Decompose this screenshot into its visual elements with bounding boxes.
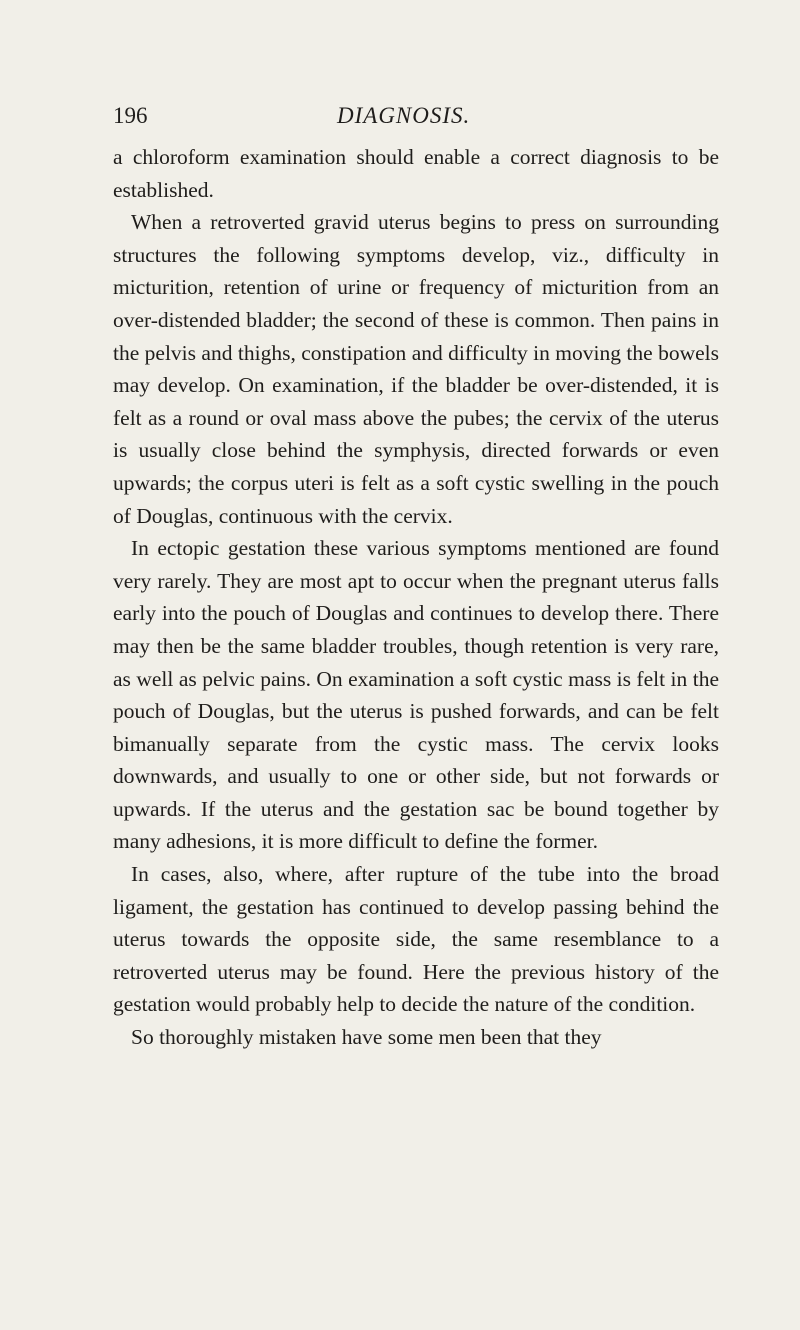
page-number: 196 bbox=[113, 103, 148, 128]
paragraph-ectopic-gestation: In ectopic gestation these various symptoms mentioned are found very rarely. They are most apt to occur when the pregnant uterus falls early into the pouch of Douglas and continues to develop there. There may then be the same bladder troubles, though retention is very rare, as well as pelvic pains. On examination a soft cystic mass is felt in the pouch of Douglas, but the uterus is pushed forwards, and can be felt bimanually separate from the cystic mass. The cervix looks downwards, and usually to one or other side, but not forwards or upwards. If the uterus and the gestation sac be bound together by many adhesions, it is more difficult to define the former. bbox=[113, 536, 719, 854]
running-head bbox=[113, 99, 719, 133]
paragraph-continuation: a chloroform examination should enable a correct diagnosis to be established. bbox=[113, 145, 719, 202]
paragraph-retroverted-uterus: When a retroverted gravid uterus begins to press on surrounding structures the following symptoms develop, viz., difficulty in micturition, retention of urine or frequency of micturition from an over-distended bladder; the second of these is common. Then pains in the pelvis and thighs, constipation and difficulty in moving the bowels may develop. On examination, if the bladder be over-distended, it is felt as a round or oval mass above the pubes; the cervix of the uterus is usually close behind the symphysis, directed forwards or even upwards; the corpus uteri is felt as a soft cystic swelling in the pouch of Douglas, continuous with the cervix. bbox=[113, 210, 719, 528]
running-head-title: DIAGNOSIS. bbox=[337, 103, 471, 128]
body-text bbox=[113, 141, 719, 1054]
paragraph-broad-ligament: In cases, also, where, after rupture of the tube into the broad ligament, the gestation has continued to develop passing behind the uterus towards the opposite side, the same resemblance to a retroverted uterus may be found. Here the previous history of the gestation would probably help to decide the nature of the condition. bbox=[113, 862, 719, 1017]
paragraph-mistaken: So thoroughly mistaken have some men been that they bbox=[131, 1025, 602, 1050]
